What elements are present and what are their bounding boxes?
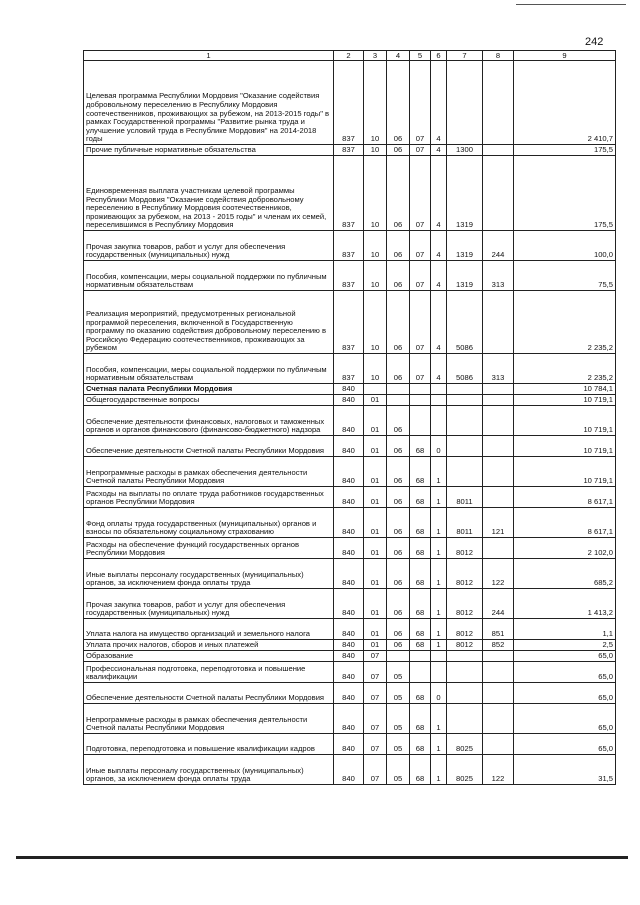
row-cell-col-2: 837	[334, 354, 364, 384]
row-cell-col-2: 840	[334, 683, 364, 704]
row-cell-col-9: 2 235,2	[514, 354, 616, 384]
row-cell-col-3: 01	[364, 640, 387, 651]
row-cell-col-9: 75,5	[514, 261, 616, 291]
row-cell-col-5: 68	[410, 508, 431, 538]
row-cell-col-6: 1	[431, 640, 447, 651]
row-cell-col-3	[364, 384, 387, 395]
row-cell-col-8: 122	[483, 559, 514, 589]
table-row	[84, 61, 616, 145]
header-row	[84, 51, 616, 61]
row-name-cell: Целевая программа Республики Мордовия "Оказание содействия добровольному переселению в Республику Мордовия соотечественников, проживающих за рубежом, на 2013-2015 годы" в рамках Государственной программы "Развитие рынка труда и улучшение условий труда в Республике Мордовия" на 2014-2018 годы	[84, 61, 334, 145]
row-cell-col-8	[483, 734, 514, 755]
row-cell-col-4: 05	[387, 662, 410, 683]
row-cell-col-8	[483, 436, 514, 457]
row-cell-col-8	[483, 156, 514, 231]
row-cell-col-2: 840	[334, 651, 364, 662]
row-cell-col-7: 8012	[447, 589, 483, 619]
row-cell-col-3: 10	[364, 156, 387, 231]
row-cell-col-2: 837	[334, 61, 364, 145]
row-name-cell: Уплата налога на имущество организаций и земельного налога	[84, 619, 334, 640]
row-cell-col-9: 65,0	[514, 704, 616, 734]
row-name-cell: Подготовка, переподготовка и повышение квалификации кадров	[84, 734, 334, 755]
row-cell-col-4: 05	[387, 755, 410, 785]
row-cell-col-4: 06	[387, 619, 410, 640]
row-cell-col-9: 2 102,0	[514, 538, 616, 559]
table-row	[84, 384, 616, 395]
row-name-cell: Иные выплаты персоналу государственных (муниципальных) органов, за исключением фонда оплаты труда	[84, 559, 334, 589]
row-cell-col-7: 8025	[447, 734, 483, 755]
row-cell-col-4	[387, 651, 410, 662]
row-cell-col-7: 8012	[447, 619, 483, 640]
row-cell-col-5: 68	[410, 436, 431, 457]
row-cell-col-5: 68	[410, 538, 431, 559]
column-header-5: 5	[410, 51, 431, 61]
table-row	[84, 354, 616, 384]
column-header-7: 7	[447, 51, 483, 61]
row-cell-col-9: 31,5	[514, 755, 616, 785]
row-cell-col-3: 07	[364, 755, 387, 785]
row-cell-col-7	[447, 683, 483, 704]
row-cell-col-7: 8025	[447, 755, 483, 785]
row-cell-col-8	[483, 487, 514, 508]
row-cell-col-2: 840	[334, 406, 364, 436]
column-header-8: 8	[483, 51, 514, 61]
row-cell-col-3: 07	[364, 683, 387, 704]
row-cell-col-3: 01	[364, 538, 387, 559]
row-name-cell: Общегосударственные вопросы	[84, 395, 334, 406]
table-row	[84, 619, 616, 640]
row-cell-col-2: 840	[334, 508, 364, 538]
row-cell-col-3: 10	[364, 291, 387, 354]
row-cell-col-9: 10 784,1	[514, 384, 616, 395]
row-cell-col-9: 175,5	[514, 145, 616, 156]
row-cell-col-2: 837	[334, 231, 364, 261]
row-cell-col-4: 06	[387, 538, 410, 559]
row-cell-col-7: 5086	[447, 291, 483, 354]
table-row	[84, 508, 616, 538]
row-name-cell: Прочие публичные нормативные обязательства	[84, 145, 334, 156]
row-name-cell: Расходы на выплаты по оплате труда работников государственных органов Республики Мордовия	[84, 487, 334, 508]
row-cell-col-7	[447, 406, 483, 436]
row-cell-col-4: 06	[387, 640, 410, 651]
row-cell-col-4: 06	[387, 354, 410, 384]
table-row	[84, 145, 616, 156]
row-cell-col-9: 100,0	[514, 231, 616, 261]
row-cell-col-6: 1	[431, 704, 447, 734]
row-cell-col-5: 68	[410, 619, 431, 640]
row-cell-col-7	[447, 384, 483, 395]
row-name-cell: Фонд оплаты труда государственных (муниципальных) органов и взносы по обязательному социальному страхованию	[84, 508, 334, 538]
row-cell-col-7: 8012	[447, 538, 483, 559]
row-cell-col-2: 840	[334, 640, 364, 651]
row-cell-col-2: 840	[334, 538, 364, 559]
row-name-cell: Прочая закупка товаров, работ и услуг для обеспечения государственных (муниципальных) нужд	[84, 231, 334, 261]
row-cell-col-2: 840	[334, 589, 364, 619]
row-cell-col-2: 840	[334, 755, 364, 785]
row-name-cell: Единовременная выплата участникам целевой программы Республики Мордовия "Оказание содействия добровольному переселению в Республику Мордовия соотечественников, проживающих за рубежом, на 2013 - 2015 годы" и членам их семей, переселившимся в Республику Мордовия	[84, 156, 334, 231]
row-cell-col-7: 1319	[447, 261, 483, 291]
row-cell-col-8	[483, 651, 514, 662]
row-cell-col-4: 06	[387, 61, 410, 145]
column-header-1: 1	[84, 51, 334, 61]
row-cell-col-7	[447, 61, 483, 145]
row-cell-col-3: 01	[364, 487, 387, 508]
scan-artifact-top	[516, 4, 626, 5]
row-name-cell: Образование	[84, 651, 334, 662]
row-name-cell: Обеспечение деятельности Счетной палаты Республики Мордовия	[84, 436, 334, 457]
row-cell-col-6	[431, 662, 447, 683]
row-cell-col-8: 852	[483, 640, 514, 651]
budget-table	[83, 50, 616, 785]
row-cell-col-9: 65,0	[514, 683, 616, 704]
table-row	[84, 734, 616, 755]
row-name-cell: Уплата прочих налогов, сборов и иных платежей	[84, 640, 334, 651]
row-cell-col-7	[447, 704, 483, 734]
row-cell-col-6	[431, 384, 447, 395]
row-cell-col-2: 840	[334, 734, 364, 755]
table-body	[84, 61, 616, 785]
row-cell-col-7	[447, 395, 483, 406]
row-cell-col-6: 1	[431, 538, 447, 559]
table-row	[84, 436, 616, 457]
scan-artifact-bottom	[16, 856, 628, 859]
row-cell-col-5: 68	[410, 640, 431, 651]
row-cell-col-9: 685,2	[514, 559, 616, 589]
row-name-cell: Прочая закупка товаров, работ и услуг для обеспечения государственных (муниципальных) нужд	[84, 589, 334, 619]
row-cell-col-5: 07	[410, 231, 431, 261]
row-name-cell: Обеспечение деятельности финансовых, налоговых и таможенных органов и органов финансового (финансово-бюджетного) надзора	[84, 406, 334, 436]
row-cell-col-7: 8011	[447, 508, 483, 538]
row-cell-col-6: 1	[431, 589, 447, 619]
row-cell-col-7: 8012	[447, 640, 483, 651]
row-cell-col-3: 10	[364, 354, 387, 384]
row-cell-col-8	[483, 457, 514, 487]
row-cell-col-6: 4	[431, 156, 447, 231]
row-cell-col-5: 68	[410, 457, 431, 487]
row-cell-col-9: 10 719,1	[514, 395, 616, 406]
row-cell-col-7: 8012	[447, 559, 483, 589]
row-cell-col-9: 1 413,2	[514, 589, 616, 619]
row-cell-col-4: 06	[387, 291, 410, 354]
row-cell-col-8: 313	[483, 261, 514, 291]
table-row	[84, 755, 616, 785]
row-cell-col-9: 8 617,1	[514, 508, 616, 538]
row-cell-col-5: 68	[410, 755, 431, 785]
row-cell-col-6: 4	[431, 261, 447, 291]
row-cell-col-8	[483, 61, 514, 145]
row-cell-col-2: 840	[334, 619, 364, 640]
row-name-cell: Счетная палата Республики Мордовия	[84, 384, 334, 395]
row-cell-col-4: 06	[387, 487, 410, 508]
row-cell-col-3: 01	[364, 589, 387, 619]
row-cell-col-9: 8 617,1	[514, 487, 616, 508]
row-cell-col-5: 68	[410, 704, 431, 734]
row-cell-col-5: 07	[410, 145, 431, 156]
row-cell-col-7: 1300	[447, 145, 483, 156]
row-cell-col-4: 06	[387, 457, 410, 487]
row-cell-col-3: 01	[364, 395, 387, 406]
row-cell-col-7	[447, 651, 483, 662]
row-cell-col-6: 1	[431, 734, 447, 755]
row-cell-col-4: 06	[387, 231, 410, 261]
row-cell-col-8: 313	[483, 354, 514, 384]
row-cell-col-6: 0	[431, 436, 447, 457]
row-cell-col-6: 4	[431, 145, 447, 156]
row-cell-col-4	[387, 395, 410, 406]
row-cell-col-5: 68	[410, 683, 431, 704]
row-cell-col-6: 1	[431, 508, 447, 538]
row-cell-col-5	[410, 651, 431, 662]
table-row	[84, 640, 616, 651]
row-cell-col-5	[410, 662, 431, 683]
table-row	[84, 559, 616, 589]
row-cell-col-4	[387, 384, 410, 395]
row-cell-col-8: 244	[483, 231, 514, 261]
row-cell-col-4: 06	[387, 261, 410, 291]
row-cell-col-8	[483, 384, 514, 395]
row-cell-col-3: 01	[364, 559, 387, 589]
row-cell-col-4: 06	[387, 436, 410, 457]
row-cell-col-6: 4	[431, 291, 447, 354]
row-name-cell: Профессиональная подготовка, переподготовка и повышение квалификации	[84, 662, 334, 683]
row-cell-col-9: 2,5	[514, 640, 616, 651]
column-header-2: 2	[334, 51, 364, 61]
row-cell-col-5: 07	[410, 156, 431, 231]
row-cell-col-9: 65,0	[514, 651, 616, 662]
row-cell-col-8: 121	[483, 508, 514, 538]
row-cell-col-4: 06	[387, 156, 410, 231]
row-name-cell: Обеспечение деятельности Счетной палаты Республики Мордовия	[84, 683, 334, 704]
column-header-4: 4	[387, 51, 410, 61]
row-cell-col-3: 10	[364, 231, 387, 261]
table-row	[84, 651, 616, 662]
table-row	[84, 662, 616, 683]
row-cell-col-4: 05	[387, 734, 410, 755]
row-cell-col-7: 8011	[447, 487, 483, 508]
row-cell-col-9: 10 719,1	[514, 436, 616, 457]
row-cell-col-9: 2 410,7	[514, 61, 616, 145]
table-row	[84, 406, 616, 436]
row-cell-col-9: 10 719,1	[514, 457, 616, 487]
row-cell-col-2: 840	[334, 457, 364, 487]
row-name-cell: Реализация мероприятий, предусмотренных региональной программой переселения, включенной в Государственную программу по оказанию содействия добровольному переселению в Российскую Федерацию соотечественников, проживающих за рубежом	[84, 291, 334, 354]
row-cell-col-9: 65,0	[514, 662, 616, 683]
table-row	[84, 231, 616, 261]
row-cell-col-6: 4	[431, 61, 447, 145]
row-cell-col-4: 06	[387, 406, 410, 436]
row-cell-col-4: 05	[387, 704, 410, 734]
row-cell-col-6: 4	[431, 231, 447, 261]
row-cell-col-8: 244	[483, 589, 514, 619]
row-cell-col-4: 05	[387, 683, 410, 704]
row-cell-col-6	[431, 651, 447, 662]
row-cell-col-6: 1	[431, 755, 447, 785]
row-cell-col-3: 07	[364, 734, 387, 755]
row-cell-col-9: 10 719,1	[514, 406, 616, 436]
row-cell-col-5	[410, 395, 431, 406]
row-cell-col-8	[483, 406, 514, 436]
row-cell-col-2: 840	[334, 662, 364, 683]
row-cell-col-8: 851	[483, 619, 514, 640]
row-cell-col-5: 68	[410, 589, 431, 619]
row-cell-col-8	[483, 683, 514, 704]
row-cell-col-3: 01	[364, 436, 387, 457]
row-cell-col-6: 1	[431, 487, 447, 508]
row-cell-col-2: 840	[334, 436, 364, 457]
row-cell-col-7: 1319	[447, 156, 483, 231]
row-cell-col-4: 06	[387, 145, 410, 156]
row-cell-col-8	[483, 291, 514, 354]
row-cell-col-3: 01	[364, 457, 387, 487]
table-row	[84, 156, 616, 231]
table-row	[84, 261, 616, 291]
row-cell-col-7	[447, 436, 483, 457]
table-row	[84, 683, 616, 704]
row-cell-col-8: 122	[483, 755, 514, 785]
row-cell-col-6: 1	[431, 559, 447, 589]
row-cell-col-8	[483, 538, 514, 559]
row-cell-col-5: 07	[410, 354, 431, 384]
row-cell-col-4: 06	[387, 559, 410, 589]
table-row	[84, 395, 616, 406]
row-name-cell: Пособия, компенсации, меры социальной поддержки по публичным нормативным обязательствам	[84, 261, 334, 291]
row-cell-col-8	[483, 145, 514, 156]
row-cell-col-6: 4	[431, 354, 447, 384]
row-cell-col-5: 07	[410, 61, 431, 145]
row-cell-col-2: 840	[334, 384, 364, 395]
column-header-6: 6	[431, 51, 447, 61]
row-cell-col-5: 68	[410, 734, 431, 755]
row-cell-col-8	[483, 395, 514, 406]
row-cell-col-2: 837	[334, 156, 364, 231]
row-cell-col-4: 06	[387, 589, 410, 619]
row-cell-col-8	[483, 704, 514, 734]
row-cell-col-3: 10	[364, 261, 387, 291]
row-cell-col-3: 10	[364, 145, 387, 156]
row-cell-col-7: 1319	[447, 231, 483, 261]
table-row	[84, 589, 616, 619]
row-cell-col-6: 0	[431, 683, 447, 704]
table-row	[84, 457, 616, 487]
table-row	[84, 291, 616, 354]
row-cell-col-3: 01	[364, 508, 387, 538]
row-cell-col-3: 01	[364, 619, 387, 640]
row-cell-col-3: 07	[364, 651, 387, 662]
row-cell-col-9: 175,5	[514, 156, 616, 231]
row-cell-col-5: 68	[410, 559, 431, 589]
row-cell-col-7	[447, 662, 483, 683]
row-cell-col-7: 5086	[447, 354, 483, 384]
row-name-cell: Иные выплаты персоналу государственных (муниципальных) органов, за исключением фонда оплаты труда	[84, 755, 334, 785]
row-cell-col-9: 2 235,2	[514, 291, 616, 354]
row-cell-col-6	[431, 395, 447, 406]
row-name-cell: Непрограммные расходы в рамках обеспечения деятельности Счетной палаты Республики Мордовия	[84, 457, 334, 487]
table-row	[84, 487, 616, 508]
row-cell-col-2: 837	[334, 145, 364, 156]
row-cell-col-6: 1	[431, 619, 447, 640]
page-number: 242	[585, 36, 604, 48]
row-cell-col-3: 07	[364, 662, 387, 683]
row-cell-col-2: 840	[334, 487, 364, 508]
row-cell-col-2: 837	[334, 291, 364, 354]
row-cell-col-5: 68	[410, 487, 431, 508]
row-cell-col-5: 07	[410, 291, 431, 354]
column-header-9: 9	[514, 51, 616, 61]
row-cell-col-2: 840	[334, 395, 364, 406]
table-row	[84, 704, 616, 734]
row-name-cell: Непрограммные расходы в рамках обеспечения деятельности Счетной палаты Республики Мордовия	[84, 704, 334, 734]
row-cell-col-6	[431, 406, 447, 436]
row-cell-col-5	[410, 384, 431, 395]
row-cell-col-2: 837	[334, 261, 364, 291]
table-row	[84, 538, 616, 559]
row-cell-col-9: 1,1	[514, 619, 616, 640]
row-cell-col-8	[483, 662, 514, 683]
row-cell-col-3: 01	[364, 406, 387, 436]
row-cell-col-7	[447, 457, 483, 487]
column-header-3: 3	[364, 51, 387, 61]
row-cell-col-5: 07	[410, 261, 431, 291]
row-cell-col-5	[410, 406, 431, 436]
row-cell-col-4: 06	[387, 508, 410, 538]
row-cell-col-9: 65,0	[514, 734, 616, 755]
row-name-cell: Пособия, компенсации, меры социальной поддержки по публичным нормативным обязательствам	[84, 354, 334, 384]
row-cell-col-6: 1	[431, 457, 447, 487]
row-cell-col-2: 840	[334, 704, 364, 734]
row-cell-col-2: 840	[334, 559, 364, 589]
row-name-cell: Расходы на обеспечение функций государственных органов Республики Мордовия	[84, 538, 334, 559]
row-cell-col-3: 10	[364, 61, 387, 145]
row-cell-col-3: 07	[364, 704, 387, 734]
